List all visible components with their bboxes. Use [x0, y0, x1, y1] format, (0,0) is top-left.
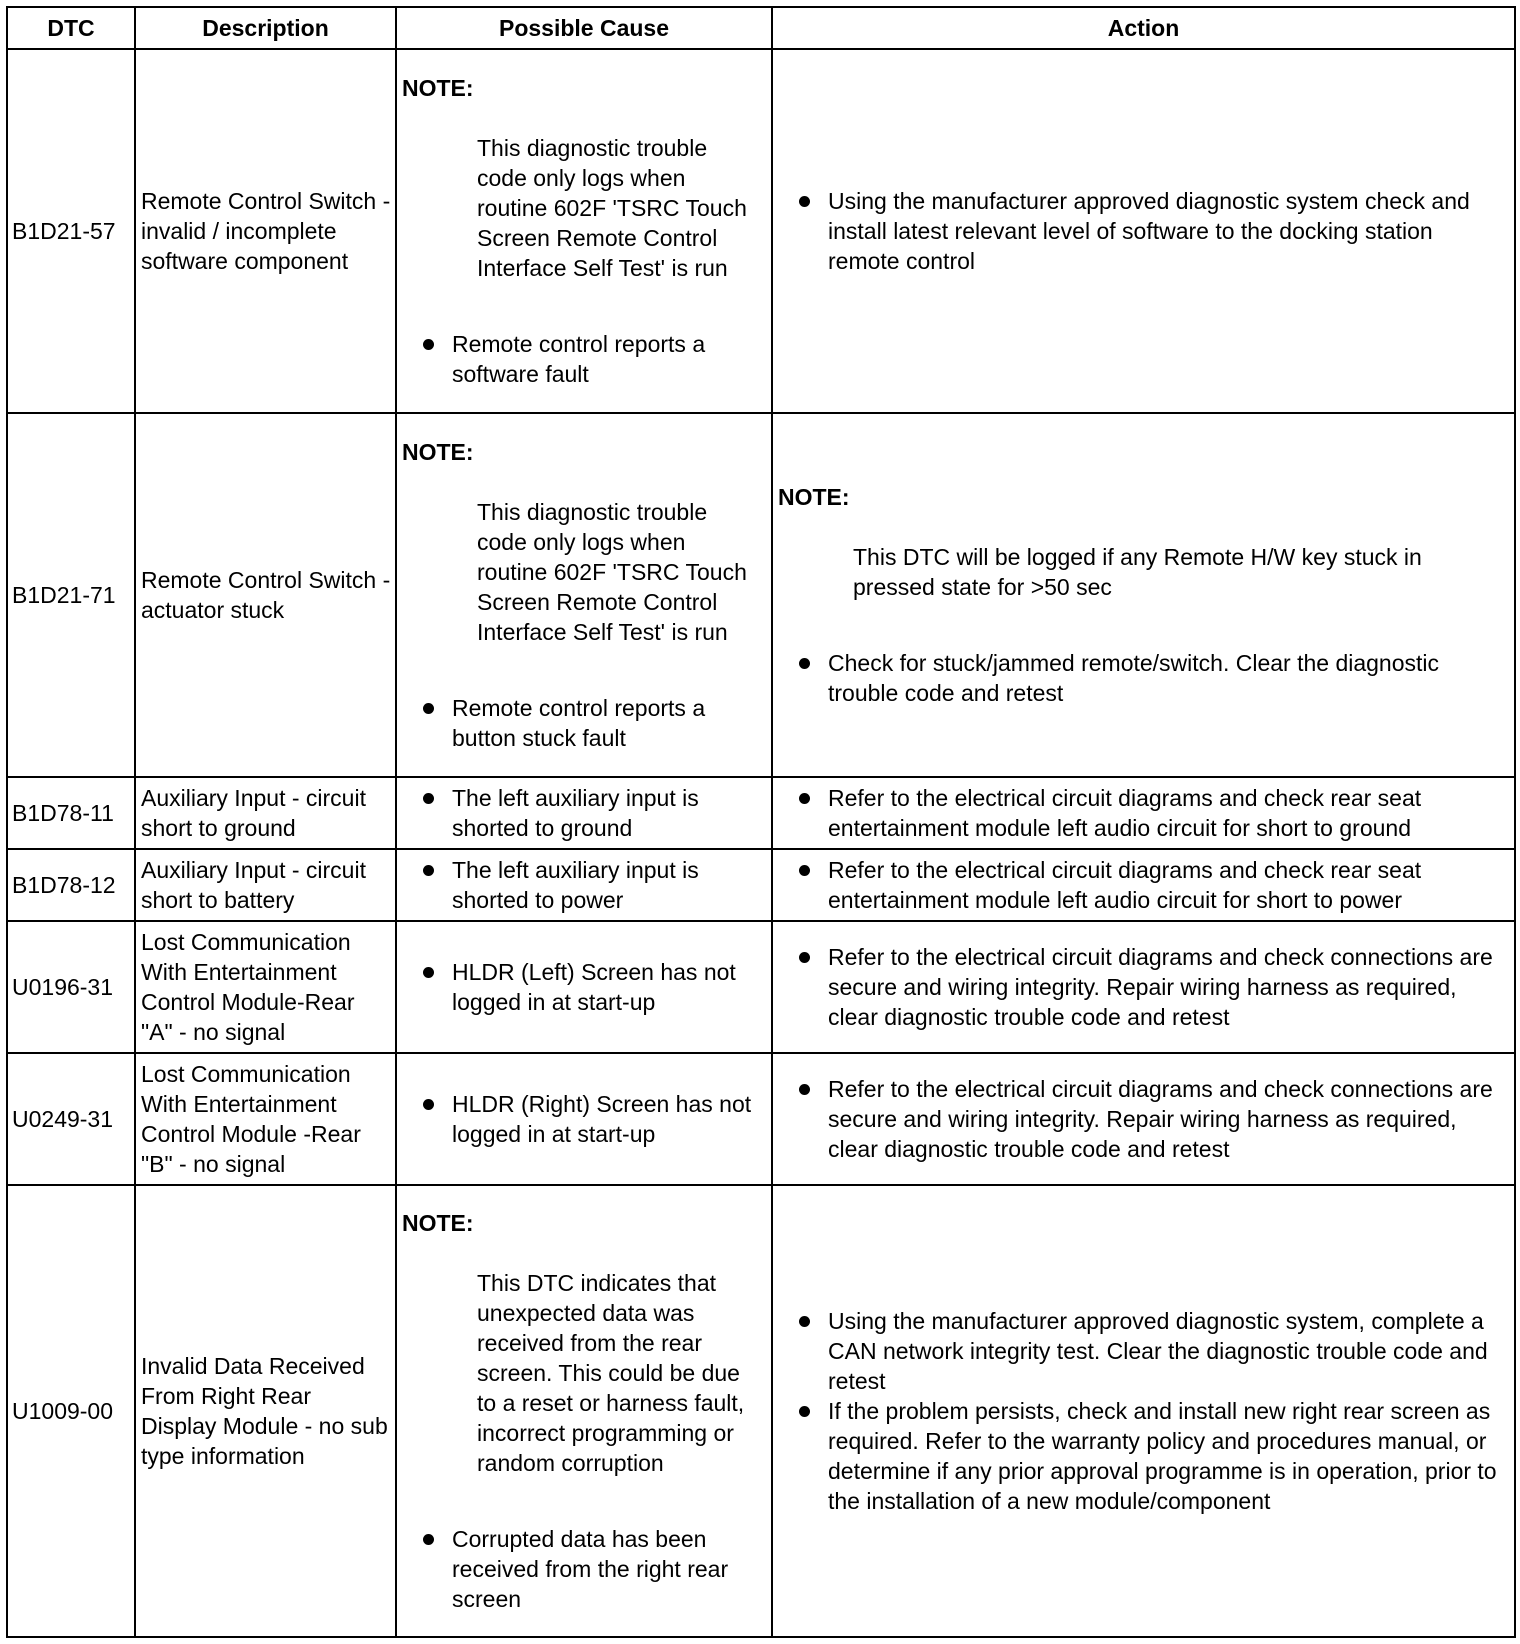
list-item: If the problem persists, check and install new right rear screen as required. Refer to the warranty policy and procedures manual, or determine if any prior approval programme is in operation, prior to the installation of a new module/component: [778, 1396, 1509, 1516]
action-cell: [772, 413, 1515, 777]
possible-cause-cell: [396, 921, 772, 1053]
possible-cause-cell: [396, 1053, 772, 1185]
dtc-description: Remote Control Switch - invalid / incomplete software component: [135, 49, 396, 413]
table-row: [7, 921, 1515, 1053]
header-action: Action: [772, 7, 1515, 49]
cause-list: [402, 1089, 766, 1149]
list-item: Check for stuck/jammed remote/switch. Clear the diagnostic trouble code and retest: [778, 648, 1509, 708]
dtc-code: U0196-31: [7, 921, 135, 1053]
action-list: [778, 186, 1509, 276]
action-cell: [772, 1053, 1515, 1185]
list-item: Remote control reports a software fault: [402, 329, 766, 389]
header-dtc: DTC: [7, 7, 135, 49]
dtc-description: Lost Communication With Entertainment Control Module-Rear "A" - no signal: [135, 921, 396, 1053]
action-cell: [772, 1185, 1515, 1637]
note-label: NOTE:: [402, 439, 474, 465]
note-text: This diagnostic trouble code only logs when routine 602F 'TSRC Touch Screen Remote Control Interface Self Test' is run: [477, 135, 747, 281]
header-row: [7, 7, 1515, 49]
list-item: Using the manufacturer approved diagnostic system check and install latest relevant level of software to the docking station remote control: [778, 186, 1509, 276]
dtc-code: B1D78-11: [7, 777, 135, 849]
table-row: [7, 49, 1515, 413]
cause-list: [402, 855, 766, 915]
list-item: Refer to the electrical circuit diagrams and check rear seat entertainment module left audio circuit for short to ground: [778, 783, 1509, 843]
dtc-code: U0249-31: [7, 1053, 135, 1185]
note-text: This diagnostic trouble code only logs when routine 602F 'TSRC Touch Screen Remote Control Interface Self Test' is run: [477, 499, 747, 645]
possible-cause-cell: [396, 1185, 772, 1637]
action-cell: [772, 49, 1515, 413]
note-label: NOTE:: [402, 75, 474, 101]
dtc-description: Auxiliary Input - circuit short to ground: [135, 777, 396, 849]
table-row: [7, 1185, 1515, 1637]
list-item: The left auxiliary input is shorted to power: [402, 855, 766, 915]
dtc-description: Lost Communication With Entertainment Control Module -Rear "B" - no signal: [135, 1053, 396, 1185]
action-list: [778, 1306, 1509, 1516]
list-item: Remote control reports a button stuck fault: [402, 693, 766, 753]
list-item: Refer to the electrical circuit diagrams and check rear seat entertainment module left audio circuit for short to power: [778, 855, 1509, 915]
list-item: Using the manufacturer approved diagnostic system, complete a CAN network integrity test. Clear the diagnostic trouble code and retest: [778, 1306, 1509, 1396]
list-item: Refer to the electrical circuit diagrams and check connections are secure and wiring integrity. Repair wiring harness as required, clear diagnostic trouble code and retest: [778, 1074, 1509, 1164]
note-text: This DTC will be logged if any Remote H/W key stuck in pressed state for >50 sec: [853, 544, 1422, 600]
possible-cause-cell: [396, 849, 772, 921]
table-row: [7, 849, 1515, 921]
dtc-table: [6, 6, 1516, 1638]
cause-list: [402, 957, 766, 1017]
dtc-description: Remote Control Switch - actuator stuck: [135, 413, 396, 777]
note-text: This DTC indicates that unexpected data was received from the rear screen. This could be due to a reset or harness fault, incorrect programming or random corruption: [477, 1270, 745, 1476]
list-item: HLDR (Right) Screen has not logged in at start-up: [402, 1089, 766, 1149]
note-label: NOTE:: [778, 484, 850, 510]
action-list: [778, 783, 1509, 843]
dtc-code: U1009-00: [7, 1185, 135, 1637]
cause-list: [402, 693, 766, 753]
header-description: Description: [135, 7, 396, 49]
possible-cause-cell: [396, 777, 772, 849]
dtc-code: B1D21-71: [7, 413, 135, 777]
list-item: Refer to the electrical circuit diagrams and check connections are secure and wiring integrity. Repair wiring harness as required, clear diagnostic trouble code and retest: [778, 942, 1509, 1032]
list-item: HLDR (Left) Screen has not logged in at start-up: [402, 957, 766, 1017]
header-possible-cause: Possible Cause: [396, 7, 772, 49]
possible-cause-cell: [396, 413, 772, 777]
action-list: [778, 942, 1509, 1032]
possible-cause-cell: [396, 49, 772, 413]
cause-list: [402, 329, 766, 389]
table-row: [7, 413, 1515, 777]
cause-list: [402, 1524, 766, 1614]
action-cell: [772, 849, 1515, 921]
dtc-code: B1D78-12: [7, 849, 135, 921]
note-label: NOTE:: [402, 1210, 474, 1236]
table-row: [7, 777, 1515, 849]
list-item: The left auxiliary input is shorted to ground: [402, 783, 766, 843]
action-list: [778, 1074, 1509, 1164]
cause-list: [402, 783, 766, 843]
dtc-description: Auxiliary Input - circuit short to battery: [135, 849, 396, 921]
list-item: Corrupted data has been received from the right rear screen: [402, 1524, 766, 1614]
action-cell: [772, 921, 1515, 1053]
table-row: [7, 1053, 1515, 1185]
action-list: [778, 648, 1509, 708]
action-cell: [772, 777, 1515, 849]
dtc-code: B1D21-57: [7, 49, 135, 413]
action-list: [778, 855, 1509, 915]
dtc-description: Invalid Data Received From Right Rear Display Module - no sub type information: [135, 1185, 396, 1637]
